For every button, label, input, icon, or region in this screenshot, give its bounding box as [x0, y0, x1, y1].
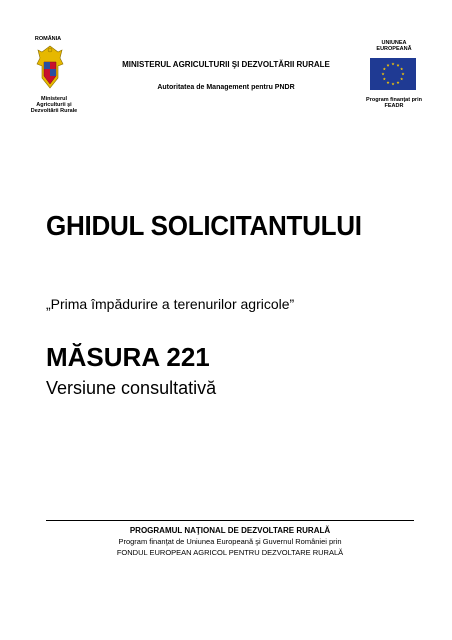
- program-funding-label: Program finanţat prin FEADR: [366, 97, 422, 109]
- ministry-title: MINISTERUL AGRICULTURII ŞI DEZVOLTĂRII RURALE: [122, 60, 330, 69]
- document-title: GHIDUL SOLICITANTULUI: [46, 210, 362, 241]
- authority-name: Autoritatea de Management pentru PNDR: [157, 84, 295, 91]
- ministry-small-label: Ministerul Agriculturii şi Dezvoltării Rurale: [30, 96, 78, 114]
- version-label: Versiune consultativă: [46, 378, 217, 398]
- footer-fund-name: FONDUL EUROPEAN AGRICOL PENTRU DEZVOLTARE RURALĂ: [116, 548, 344, 557]
- eu-label: UNIUNEA EUROPEANĂ: [376, 40, 412, 52]
- coat-of-arms-icon: [36, 44, 64, 94]
- footer-title: PROGRAMUL NAŢIONAL DE DEZVOLTARE RURALĂ: [129, 526, 331, 535]
- eu-flag-icon: [370, 58, 416, 90]
- footer-funding-line: Program finanţat de Uniunea Europeană şi Guvernul României prin: [118, 537, 342, 546]
- country-label: ROMÂNIA: [34, 36, 62, 42]
- footer: [46, 520, 414, 558]
- document-subtitle: „Prima împădurire a terenurilor agricole”: [46, 296, 295, 312]
- measure-number: MĂSURA 221: [46, 342, 210, 372]
